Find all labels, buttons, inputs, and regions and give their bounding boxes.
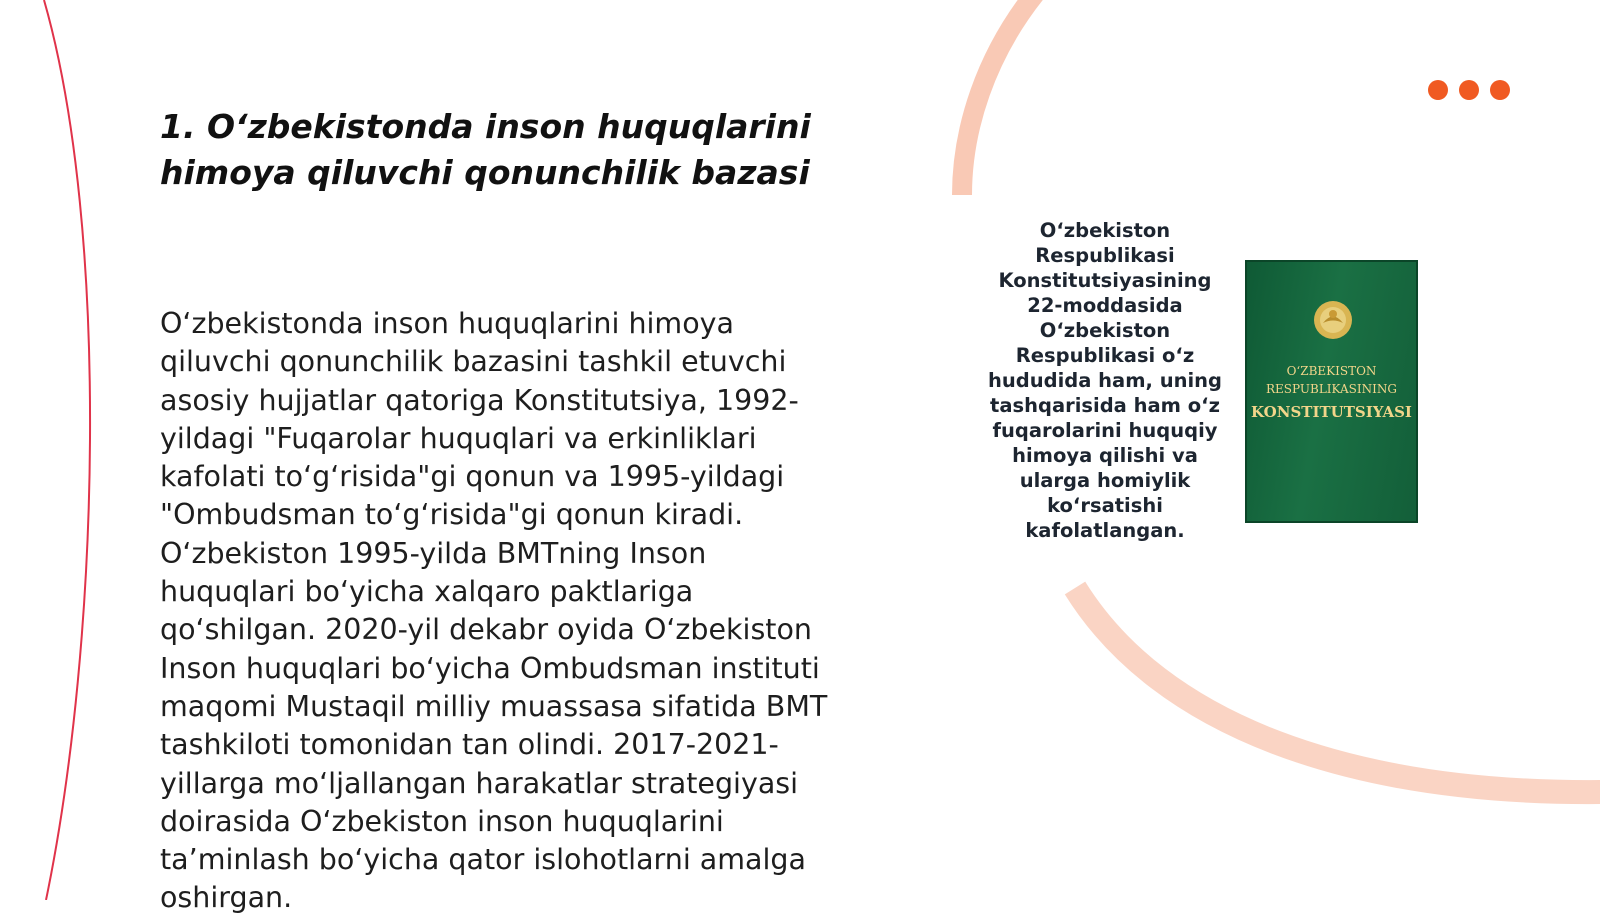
dot-2	[1459, 80, 1479, 100]
book-cover-title	[1247, 362, 1416, 424]
dot-3	[1490, 80, 1510, 100]
emblem-icon	[1311, 298, 1355, 342]
dot-1	[1428, 80, 1448, 100]
book-line-2: RESPUBLIKASINING	[1266, 382, 1397, 396]
top-arc-decoration	[962, 0, 1038, 195]
menu-dots-icon	[1428, 80, 1510, 100]
book-line-3: KONSTITUTSIYASI	[1251, 403, 1412, 421]
book-line-1: O‘ZBEKISTON	[1286, 364, 1377, 378]
constitution-book	[1245, 260, 1418, 523]
bottom-arc-decoration	[1075, 588, 1600, 792]
left-curve-line	[44, 0, 90, 900]
slide-title: 1. O‘zbekistonda inson huquqlarini himoya qiluvchi qonunchilik bazasi	[160, 107, 811, 192]
image-caption: O‘zbekiston Respublikasi Konstitutsiyasining 22-moddasida O‘zbekiston Respublikasi o‘z hududida ham, uning tashqarisida ham o‘z fuqarolarini huquqiy himoya qilishi va ularga homiylik ko‘rsatishi kafolatlangan.	[988, 219, 1222, 542]
slide-body-text: O‘zbekistonda inson huquqlarini himoya qiluvchi qonunchilik bazasini tashkil etuvchi asosiy hujjatlar qatoriga Konstitutsiya, 1992-yildagi "Fuqarolar huquqlari va erkinliklari kafolati to‘g‘risida"gi qonun va 1995-yildagi "Ombudsman to‘g‘risida"gi qonun kiradi. O‘zbekiston 1995-yilda BMTning Inson huquqlari bo‘yicha xalqaro paktlariga qo‘shilgan. 2020-yil dekabr oyida O‘zbekiston Inson huquqlari bo‘yicha Ombudsman instituti maqomi Mustaqil milliy muassasa sifatida BMT tashkiloti tomonidan tan olindi. 2017-2021-yillarga mo‘ljallangan harakatlar strategiyasi doirasida O‘zbekiston inson huquqlarini ta’minlash bo‘yicha qator islohotlarni amalga oshirgan.	[160, 307, 828, 915]
